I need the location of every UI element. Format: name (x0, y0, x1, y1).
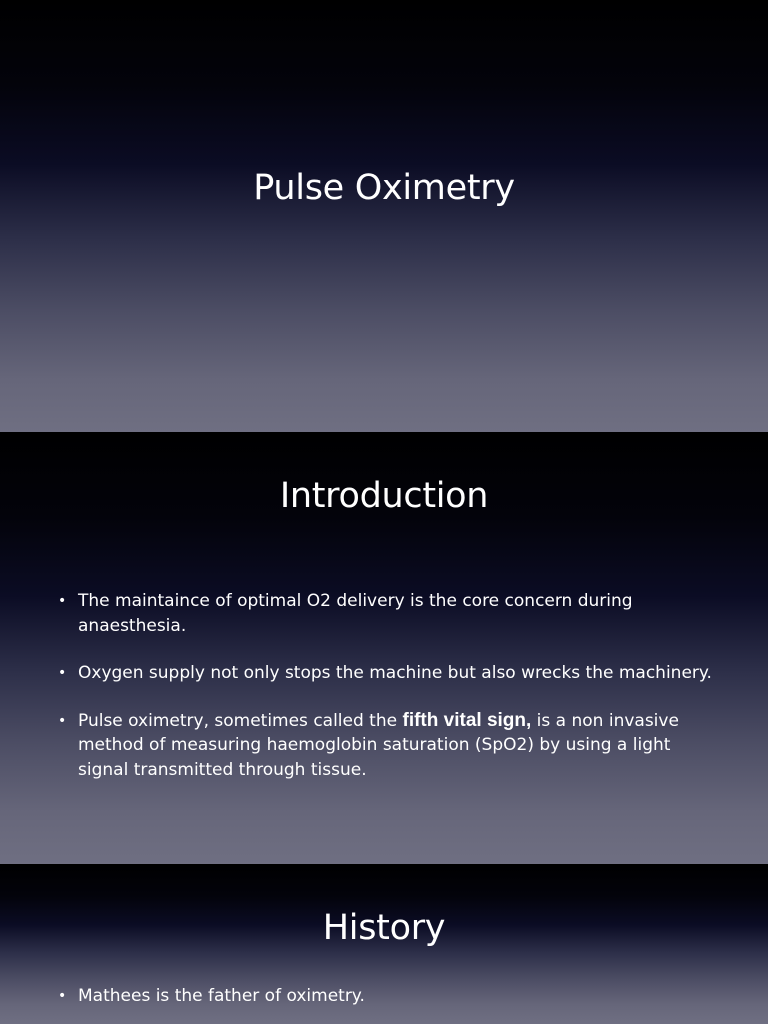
slide-title: History (322, 908, 446, 948)
bullet-item (58, 661, 718, 686)
slide-title: Pulse Oximetry (253, 168, 515, 208)
bullet-icon: • (58, 712, 67, 729)
bullet-text: Oxygen supply not only stops the machine but also wrecks the machinery. (78, 663, 712, 683)
bullet-icon: • (58, 988, 67, 1004)
bullet-text-after: is a non invasive method of measuring haemoglobin saturation (SpO2) by using a light signal transmitted through tissue. (78, 710, 679, 780)
bullet-emphasis: fifth vital sign, (402, 709, 532, 731)
title-slide (0, 0, 768, 432)
slide-title: Introduction (279, 476, 489, 516)
bullet-text: The maintaince of optimal O2 delivery is the core concern during anaesthesia. (78, 591, 633, 636)
bullet-item (58, 984, 718, 1009)
bullet-list (58, 984, 718, 1024)
bullet-text-before: Pulse oximetry, sometimes called the (78, 710, 403, 731)
bullet-list (58, 589, 718, 805)
bullet-item (58, 589, 718, 638)
bullet-icon: • (58, 593, 67, 609)
introduction-slide (0, 432, 768, 864)
bullet-text: Mathees is the father of oximetry. (78, 986, 365, 1006)
history-slide (0, 864, 768, 1024)
bullet-icon: • (58, 665, 67, 681)
bullet-item (58, 709, 718, 783)
